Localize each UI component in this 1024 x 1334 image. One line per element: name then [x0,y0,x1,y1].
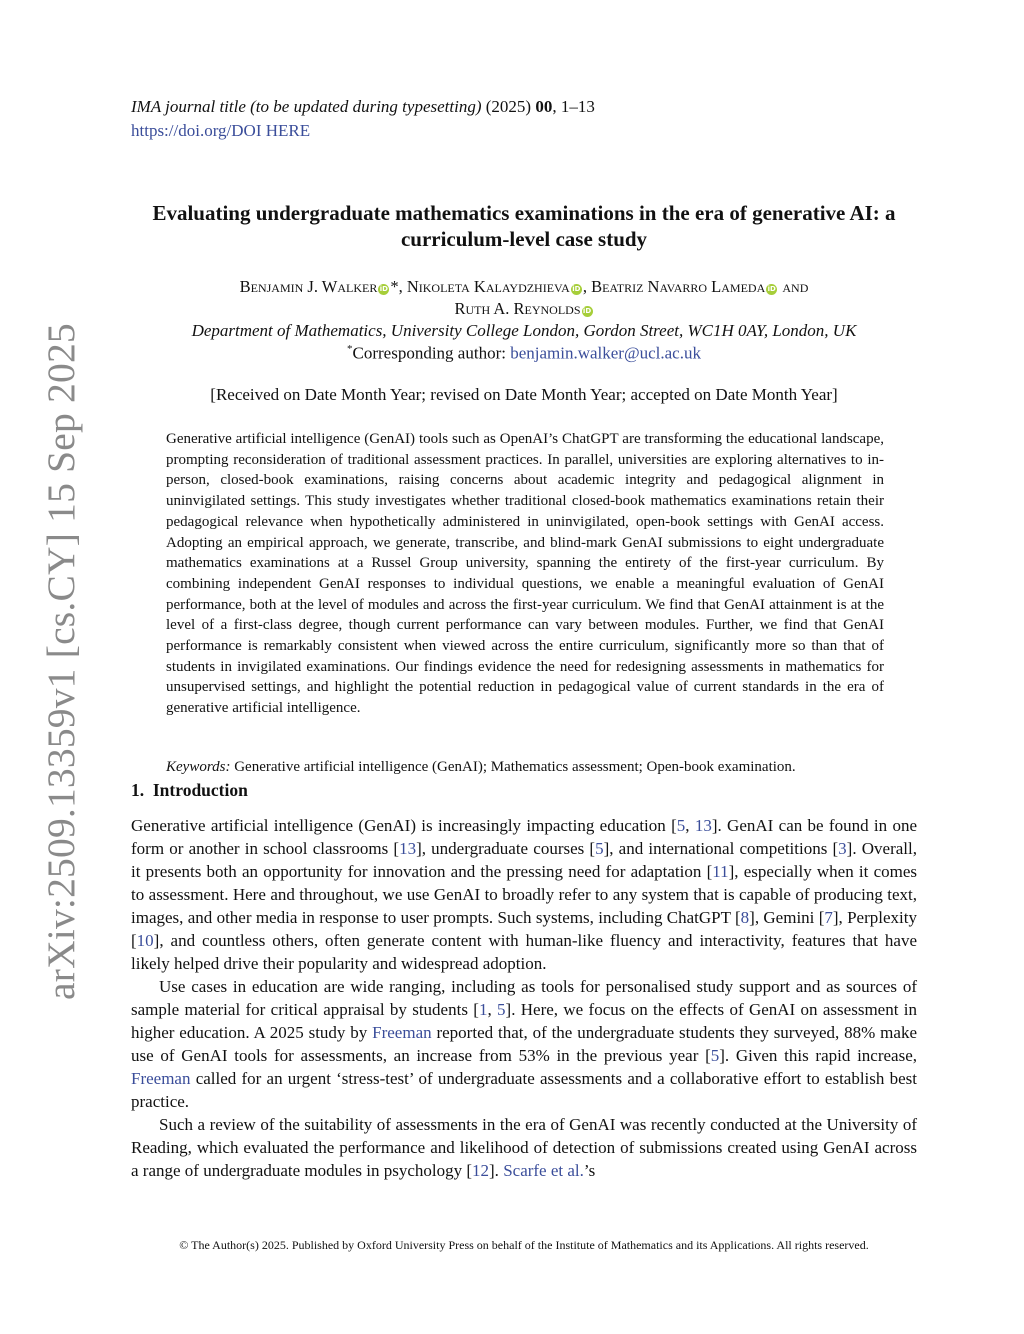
author-name: Nikoleta Kalaydzhieva [406,277,570,296]
orcid-icon[interactable]: iD [582,307,592,315]
author-list: Benjamin J. Walker iD *, Nikoleta Kalaydzhieva iD , Beatriz Navarro Lameda iD and Ruth A. Reynolds iD [239,277,809,318]
author-citation-link[interactable]: Freeman [131,1069,191,1088]
journal-pages: , 1–13 [552,97,595,116]
citation-link[interactable]: 1 [478,1000,488,1019]
author-citation-link[interactable]: Freeman [372,1023,432,1042]
citation-link[interactable]: 5 [710,1046,720,1065]
citation-link[interactable]: 13 [694,816,712,835]
affiliation: Department of Mathematics, University College London, Gordon Street, WC1H 0AY, London, UK [191,321,857,340]
copyright-footer: © The Author(s) 2025. Published by Oxford University Press on behalf of the Institute of Mathematics and its Applications. All rights reserved. [179,1238,869,1252]
citation-link[interactable]: 5 [497,1000,506,1019]
citation-link[interactable]: 8 [740,908,750,927]
citation-link[interactable]: 13 [399,839,417,858]
keywords-label: Keywords: [166,759,231,775]
body-text [131,814,917,1182]
paragraph: Use cases in education are wide ranging, including as tools for personalised study support and as sources of sample material for critical appraisal by students [1, 5]. Here, we focus on the effects of GenAI on assessment in higher education. A 2025 study by Freeman reported that, of the undergraduate students they surveyed, 88% make use of GenAI tools for assessments, an increase from 53% in the previous year [5]. Given this rapid increase, Freeman called for an urgent ‘stress-test’ of undergraduate assessments and a collaborative effort to establish best practice. [131,977,917,1111]
author-name: Beatriz Navarro Lameda [591,277,766,296]
paragraph: Such a review of the suitability of assessments in the era of GenAI was recently conducted at the University of Reading, which evaluated the performance and likelihood of detection of submissions created using GenAI across a range of undergraduate modules in psychology [12]. Scarfe et al.’s [131,1115,917,1180]
keywords [166,759,796,776]
paragraph: Generative artificial intelligence (GenAI) is increasingly impacting education [5, 13]. GenAI can be found in one form or another in school classrooms [13], undergraduate courses [5], and international competitions [3]. Overall, it presents both an opportunity for innovation and the pressing need for adaptation [11], especially when it comes to assessment. Here and throughout, we use GenAI to broadly refer to any system that is capable of producing text, images, and other media in response to user prompts. Such systems, including ChatGPT [8], Gemini [7], Perplexity [10], and countless others, often generate content with human-like fluency and interactivity, features that have likely helped drive their popularity and widespread adoption. [131,816,917,973]
abstract: Generative artificial intelligence (GenAI) tools such as OpenAI’s ChatGPT are transforming the educational landscape, prompting reconsideration of traditional assessment practices. In parallel, universities are exploring alternatives to in-person, closed-book examinations, raising concerns about academic integrity and pedagogical alignment in uninvigilated settings. This study investigates whether traditional closed-book mathematics examinations retain their pedagogical relevance when hypothetically administered in uninvigilated, open-book settings with GenAI access. Adopting an empirical approach, we generate, transcribe, and blind-mark GenAI submissions to eight undergraduate mathematics examinations at a Russel Group university, spanning the entirety of the first-year curriculum. By combining independent GenAI responses to individual questions, we enable a meaningful evaluation of GenAI performance, both at the level of modules and across the first-year curriculum. We find that GenAI attainment is at the level of a first-class degree, though current performance can vary between modules. Further, we find that GenAI performance is remarkably consistent when viewed across the entire curriculum, significantly more so than that of students in invigilated examinations. Our findings evidence the need for redesigning assessments in mathematics for unsupervised settings, and highlight the potential reduction in pedagogical value of current standards in the era of generative artificial intelligence. [166,431,884,717]
journal-year: (2025) [485,97,532,116]
citation-link[interactable]: 5 [595,839,604,858]
orcid-icon[interactable]: iD [767,285,776,293]
journal-name: IMA journal title (to be updated during typesetting) [131,97,482,116]
citation-link[interactable]: 10 [136,931,154,950]
section-heading: 1. Introduction [131,780,248,800]
keywords-text: Generative artificial intelligence (GenAI); Mathematics assessment; Open-book examination. [230,759,796,775]
author-name: Benjamin J. Walker [239,277,378,296]
citation-link[interactable]: 11 [712,862,729,881]
doi-link[interactable]: https://doi.org/DOI HERE [131,121,311,140]
journal-volume: 00 [535,97,553,116]
author-citation-link[interactable]: Scarfe et al. [503,1161,584,1180]
author-name: Ruth A. Reynolds [454,299,581,318]
paper-title: Evaluating undergraduate mathematics examinations in the era of generative AI: a curriculum-level case study [152,201,896,251]
journal-header [131,97,595,117]
corresponding-author: *Corresponding author: benjamin.walker@ucl.ac.uk [347,343,701,363]
orcid-icon[interactable]: iD [572,285,581,293]
email-link[interactable]: benjamin.walker@ucl.ac.uk [510,343,701,363]
citation-link[interactable]: 7 [824,908,833,927]
orcid-icon[interactable]: iD [379,285,388,293]
citation-link[interactable]: 3 [838,839,847,858]
citation-link[interactable]: 5 [676,816,686,835]
citation-link[interactable]: 12 [472,1161,490,1180]
received-dates: [Received on Date Month Year; revised on Date Month Year; accepted on Date Month Year] [210,385,838,404]
arxiv-identifier: arXiv:2509.13359v1 [cs.CY] 15 Sep 2025 [39,323,83,1000]
